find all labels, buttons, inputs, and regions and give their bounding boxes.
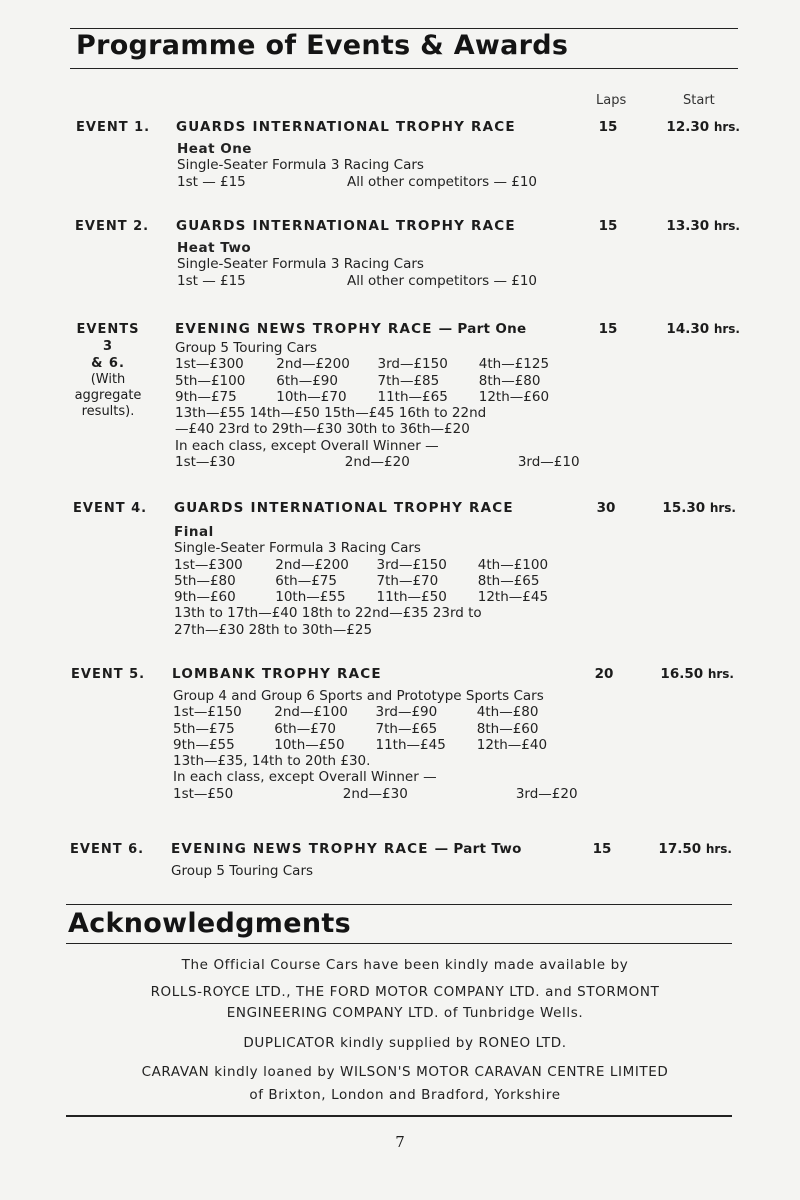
- heat-label: Heat One: [177, 141, 252, 157]
- event-title: [171, 841, 522, 857]
- prize: 9th—£75: [175, 388, 237, 405]
- event-part: — Part One: [438, 321, 527, 337]
- prize: 2nd—£100: [274, 704, 348, 721]
- event-label: EVENT 5.: [71, 667, 146, 682]
- event-start: [636, 500, 736, 516]
- prize: 12th—£40: [476, 736, 548, 753]
- event-label: EVENT 4.: [73, 501, 148, 516]
- ack-underline: [66, 943, 732, 944]
- prize: 7th—£85: [377, 372, 440, 389]
- event-start: [640, 321, 740, 337]
- start-time: 16.50: [660, 666, 704, 682]
- prize: 9th—£55: [173, 736, 235, 753]
- event-start: [640, 218, 740, 234]
- acknowledgments-title: Acknowledgments: [68, 908, 351, 939]
- start-hrs: hrs.: [709, 501, 736, 515]
- prize: 11th—£45: [375, 736, 446, 753]
- prize-row: [174, 557, 579, 573]
- ack-line: The Official Course Cars have been kindly made available by: [181, 957, 629, 973]
- start-time: 13.30: [666, 218, 710, 234]
- prize: 8th—£60: [476, 720, 539, 737]
- event-body: [175, 340, 580, 470]
- event-note: (With: [90, 372, 126, 387]
- prize: 7th—£65: [375, 720, 438, 737]
- prize: 5th—£100: [175, 372, 246, 389]
- start-time: 15.30: [662, 500, 706, 516]
- event-body: [177, 141, 582, 190]
- event-note: aggregate: [74, 388, 142, 403]
- car-class: Single-Seater Formula 3 Racing Cars: [174, 540, 421, 557]
- event-title: GUARDS INTERNATIONAL TROPHY RACE: [176, 119, 516, 135]
- top-rule: [70, 28, 738, 29]
- car-class: Single-Seater Formula 3 Racing Cars: [177, 256, 424, 273]
- heat-label: Final: [174, 524, 214, 540]
- start-column-header: Start: [683, 93, 715, 108]
- prize: 1st — £15: [177, 173, 246, 190]
- prize: All other competitors — £10: [347, 173, 538, 190]
- prize-row: [175, 389, 580, 405]
- event-laps: 15: [598, 119, 618, 135]
- event-label: EVENT 6.: [70, 842, 145, 857]
- event-start: [632, 841, 732, 857]
- prize-row: [174, 589, 579, 605]
- start-hrs: hrs.: [705, 842, 732, 856]
- event-label: EVENT 2.: [75, 219, 150, 234]
- event-laps: 15: [598, 321, 618, 337]
- prize: 3rd—£90: [375, 704, 438, 721]
- ack-line: CARAVAN kindly loaned by WILSON'S MOTOR CARAVAN CENTRE LIMITED: [141, 1064, 669, 1080]
- event-body: [174, 524, 579, 638]
- prize: 1st—£150: [173, 704, 242, 721]
- event-label: [72, 321, 144, 420]
- class-prize-row: [173, 786, 578, 802]
- prize-line: 13th—£35, 14th to 20th £30.: [173, 753, 371, 770]
- prize-row: [177, 174, 582, 190]
- event-start: [634, 666, 734, 682]
- event-note: results).: [81, 404, 135, 419]
- prize: 3rd—£20: [515, 785, 578, 802]
- prize-row: [175, 373, 580, 389]
- prize: 10th—£70: [276, 388, 347, 405]
- prize: 1st—£300: [175, 356, 244, 373]
- prize: 2nd—£30: [342, 785, 408, 802]
- prize-row: [173, 737, 578, 753]
- prize: 6th—£90: [276, 372, 338, 389]
- event-title-main: EVENING NEWS TROPHY RACE: [175, 321, 433, 337]
- start-hrs: hrs.: [713, 219, 740, 233]
- ack-top-rule: [66, 904, 732, 905]
- start-hrs: hrs.: [713, 120, 740, 134]
- car-class: Group 5 Touring Cars: [175, 340, 318, 356]
- event-body: [171, 863, 576, 879]
- car-class: Group 5 Touring Cars: [171, 863, 314, 879]
- car-class: Group 4 and Group 6 Sports and Prototype Sports Cars: [173, 688, 544, 704]
- event-title: LOMBANK TROPHY RACE: [172, 666, 382, 682]
- prize: 3rd—£10: [517, 454, 580, 471]
- event-title: [175, 321, 526, 337]
- bottom-rule: [66, 1115, 732, 1117]
- ack-line: ENGINEERING COMPANY LTD. of Tunbridge Wells.: [226, 1005, 584, 1021]
- class-note: In each class, except Overall Winner —: [175, 437, 439, 454]
- start-hrs: hrs.: [713, 322, 740, 336]
- prize: 12th—£45: [477, 589, 549, 606]
- prize: 4th—£125: [478, 356, 550, 373]
- prize: 10th—£50: [274, 736, 345, 753]
- prize-row: [174, 573, 579, 589]
- laps-column-header: Laps: [596, 93, 627, 108]
- prize-row: [173, 721, 578, 737]
- event-label-line: & 6.: [91, 356, 125, 371]
- event-label: EVENT 1.: [76, 120, 151, 135]
- prize-line: 13th to 17th—£40 18th to 22nd—£35 23rd to: [174, 605, 482, 622]
- prize: 3rd—£150: [377, 356, 448, 373]
- event-laps: 30: [596, 500, 616, 516]
- prize-line: —£40 23rd to 29th—£30 30th to 36th—£20: [175, 421, 470, 438]
- event-title: GUARDS INTERNATIONAL TROPHY RACE: [176, 218, 516, 234]
- prize: 1st—£50: [173, 785, 234, 802]
- event-laps: 20: [594, 666, 614, 682]
- event-laps: 15: [598, 218, 618, 234]
- title-underline: [70, 68, 738, 69]
- prize: 11th—£65: [377, 388, 448, 405]
- prize: 5th—£80: [174, 572, 236, 589]
- prize: All other competitors — £10: [347, 272, 538, 289]
- heat-label: Heat Two: [177, 240, 252, 256]
- start-time: 12.30: [666, 119, 710, 135]
- prize-row: [177, 273, 582, 289]
- ack-line: of Brixton, London and Bradford, Yorkshire: [249, 1087, 561, 1103]
- prize: 2nd—£200: [276, 356, 350, 373]
- start-time: 17.50: [658, 841, 702, 857]
- ack-line: ROLLS-ROYCE LTD., THE FORD MOTOR COMPANY LTD. and STORMONT: [150, 984, 660, 1000]
- prize: 2nd—£200: [275, 556, 349, 573]
- prize: 4th—£100: [477, 556, 549, 573]
- class-note: In each class, except Overall Winner —: [173, 769, 437, 786]
- prize: 12th—£60: [478, 388, 550, 405]
- prize: 4th—£80: [476, 704, 539, 721]
- prize: 6th—£75: [275, 572, 337, 589]
- prize-line: 13th—£55 14th—£50 15th—£45 16th to 22nd: [175, 405, 487, 422]
- prize: 5th—£75: [173, 720, 235, 737]
- prize: 2nd—£20: [344, 454, 410, 471]
- event-start: [640, 119, 740, 135]
- prize: 6th—£70: [274, 720, 336, 737]
- event-body: [177, 240, 582, 289]
- start-hrs: hrs.: [707, 667, 734, 681]
- event-label-line: EVENTS 3: [76, 322, 140, 354]
- page-number: 7: [395, 1133, 405, 1151]
- prize-row: [173, 704, 578, 720]
- page-title: Programme of Events & Awards: [76, 30, 569, 61]
- prize: 7th—£70: [376, 572, 439, 589]
- event-laps: 15: [592, 841, 612, 857]
- event-part: — Part Two: [434, 841, 522, 857]
- start-time: 14.30: [666, 321, 710, 337]
- prize: 8th—£80: [478, 372, 541, 389]
- prize: 11th—£50: [376, 589, 447, 606]
- prize: 10th—£55: [275, 589, 346, 606]
- prize: 1st—£30: [175, 454, 236, 471]
- class-prize-row: [175, 454, 580, 470]
- event-title: GUARDS INTERNATIONAL TROPHY RACE: [174, 500, 514, 516]
- prize-row: [175, 356, 580, 372]
- ack-line: DUPLICATOR kindly supplied by RONEO LTD.: [243, 1035, 567, 1051]
- prize: 3rd—£150: [376, 556, 447, 573]
- prize: 1st — £15: [177, 272, 246, 289]
- prize: 9th—£60: [174, 589, 236, 606]
- event-body: [173, 688, 578, 802]
- car-class: Single-Seater Formula 3 Racing Cars: [177, 157, 424, 174]
- prize: 1st—£300: [174, 556, 243, 573]
- event-title-main: EVENING NEWS TROPHY RACE: [171, 841, 429, 857]
- prize-line: 27th—£30 28th to 30th—£25: [174, 621, 373, 638]
- prize: 8th—£65: [477, 572, 540, 589]
